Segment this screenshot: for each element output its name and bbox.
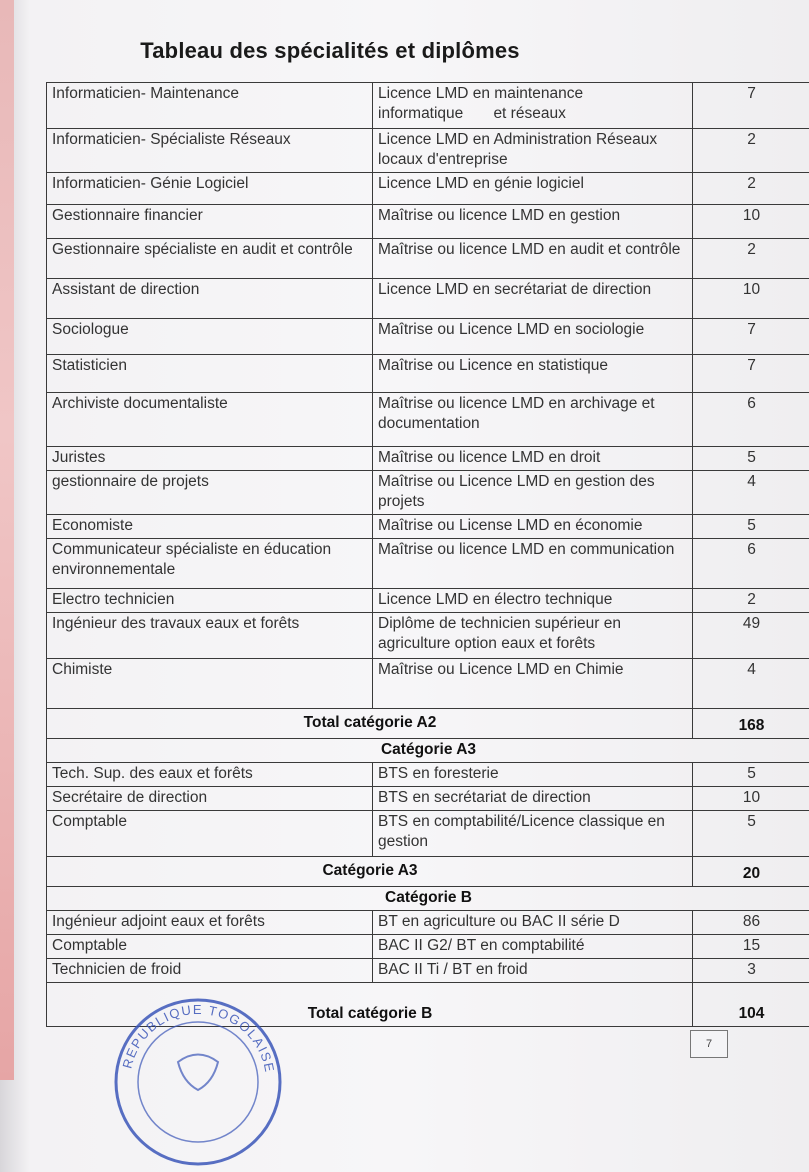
a2-row bbox=[47, 393, 809, 447]
diploma-cell: BTS en secrétariat de direction bbox=[373, 787, 693, 811]
count-cell: 15 bbox=[693, 935, 809, 959]
total-b-label: Total catégorie B bbox=[47, 983, 693, 1027]
count-cell: 2 bbox=[693, 173, 809, 205]
job-title-cell: Assistant de direction bbox=[47, 279, 373, 319]
diploma-cell: Maîtrise ou Licence LMD en sociologie bbox=[373, 319, 693, 355]
job-title-cell: Secrétaire de direction bbox=[47, 787, 373, 811]
rows-b bbox=[47, 911, 809, 983]
a2-row bbox=[47, 319, 809, 355]
a3-row bbox=[47, 763, 809, 787]
job-title-cell: gestionnaire de projets bbox=[47, 471, 373, 515]
diploma-cell: BTS en foresterie bbox=[373, 763, 693, 787]
b-row bbox=[47, 935, 809, 959]
count-cell: 2 bbox=[693, 589, 809, 613]
a2-row bbox=[47, 589, 809, 613]
a2-row bbox=[47, 659, 809, 709]
total-a3-value: 20 bbox=[693, 857, 809, 887]
count-cell: 4 bbox=[693, 659, 809, 709]
diploma-cell: BAC II Ti / BT en froid bbox=[373, 959, 693, 983]
a3-row bbox=[47, 811, 809, 857]
diploma-cell: Diplôme de technicien supérieur en agriculture option eaux et forêts bbox=[373, 613, 693, 659]
count-cell: 7 bbox=[693, 355, 809, 393]
a3-row bbox=[47, 787, 809, 811]
diploma-cell: Maîtrise ou Licence LMD en gestion des projets bbox=[373, 471, 693, 515]
page-title: Tableau des spécialités et diplômes bbox=[40, 38, 620, 64]
total-a2-label: Total catégorie A2 bbox=[47, 709, 693, 739]
count-cell: 7 bbox=[693, 319, 809, 355]
job-title-cell: Ingénieur adjoint eaux et forêts bbox=[47, 911, 373, 935]
count-cell: 49 bbox=[693, 613, 809, 659]
job-title-cell: Gestionnaire financier bbox=[47, 205, 373, 239]
diploma-cell: Maîtrise ou licence LMD en archivage et documentation bbox=[373, 393, 693, 447]
a2-row bbox=[47, 83, 809, 129]
diploma-cell: Maîtrise ou licence LMD en droit bbox=[373, 447, 693, 471]
diploma-cell: BTS en comptabilité/Licence classique en gestion bbox=[373, 811, 693, 857]
job-title-cell: Communicateur spécialiste en éducation environnementale bbox=[47, 539, 373, 589]
job-title-cell: Ingénieur des travaux eaux et forêts bbox=[47, 613, 373, 659]
a2-row bbox=[47, 239, 809, 279]
diploma-cell: Maîtrise ou Licence en statistique bbox=[373, 355, 693, 393]
count-cell: 2 bbox=[693, 129, 809, 173]
diploma-cell: Maîtrise ou licence LMD en gestion bbox=[373, 205, 693, 239]
job-title-cell: Archiviste documentaliste bbox=[47, 393, 373, 447]
stamp-text: REPUBLIQUE TOGOLAISE bbox=[119, 1002, 277, 1074]
job-title-cell: Statisticien bbox=[47, 355, 373, 393]
job-title-cell: Informaticien- Spécialiste Réseaux bbox=[47, 129, 373, 173]
job-title-cell: Electro technicien bbox=[47, 589, 373, 613]
a2-row bbox=[47, 447, 809, 471]
job-title-cell: Comptable bbox=[47, 935, 373, 959]
job-title-cell: Technicien de froid bbox=[47, 959, 373, 983]
count-cell: 5 bbox=[693, 447, 809, 471]
total-row-a2 bbox=[47, 709, 809, 739]
count-cell: 6 bbox=[693, 393, 809, 447]
count-cell: 86 bbox=[693, 911, 809, 935]
diploma-cell: Licence LMD en secrétariat de direction bbox=[373, 279, 693, 319]
rows-a3 bbox=[47, 763, 809, 857]
diploma-cell: Licence LMD en Administration Réseaux locaux d'entreprise bbox=[373, 129, 693, 173]
a2-row bbox=[47, 471, 809, 515]
total-a2-section bbox=[47, 709, 809, 763]
rows-a2 bbox=[47, 83, 809, 709]
count-cell: 2 bbox=[693, 239, 809, 279]
count-cell: 5 bbox=[693, 763, 809, 787]
diploma-cell: Maîtrise ou License LMD en économie bbox=[373, 515, 693, 539]
svg-text:REPUBLIQUE TOGOLAISE bbox=[119, 1002, 277, 1074]
a2-row bbox=[47, 173, 809, 205]
diploma-cell: Licence LMD en électro technique bbox=[373, 589, 693, 613]
count-cell: 10 bbox=[693, 787, 809, 811]
job-title-cell: Sociologue bbox=[47, 319, 373, 355]
count-cell: 10 bbox=[693, 279, 809, 319]
total-a3-label: Catégorie A3 bbox=[47, 857, 693, 887]
official-stamp bbox=[108, 992, 288, 1172]
total-a3-section bbox=[47, 857, 809, 911]
job-title-cell: Informaticien- Maintenance bbox=[47, 83, 373, 129]
count-cell: 6 bbox=[693, 539, 809, 589]
b-row bbox=[47, 911, 809, 935]
count-cell: 5 bbox=[693, 811, 809, 857]
a2-row bbox=[47, 539, 809, 589]
diploma-cell: Maîtrise ou licence LMD en communication bbox=[373, 539, 693, 589]
a2-row bbox=[47, 129, 809, 173]
total-row-a3 bbox=[47, 857, 809, 887]
count-cell: 5 bbox=[693, 515, 809, 539]
page-number: 7 bbox=[690, 1030, 728, 1058]
a2-row bbox=[47, 279, 809, 319]
job-title-cell: Tech. Sup. des eaux et forêts bbox=[47, 763, 373, 787]
job-title-cell: Gestionnaire spécialiste en audit et contrôle bbox=[47, 239, 373, 279]
category-a3-header-row bbox=[47, 739, 809, 763]
total-b-value: 104 bbox=[693, 983, 809, 1027]
category-b-header-row bbox=[47, 887, 809, 911]
diploma-cell: Maîtrise ou licence LMD en audit et contrôle bbox=[373, 239, 693, 279]
b-row bbox=[47, 959, 809, 983]
job-title-cell: Informaticien- Génie Logiciel bbox=[47, 173, 373, 205]
count-cell: 4 bbox=[693, 471, 809, 515]
a2-row bbox=[47, 515, 809, 539]
job-title-cell: Chimiste bbox=[47, 659, 373, 709]
count-cell: 7 bbox=[693, 83, 809, 129]
a2-row bbox=[47, 355, 809, 393]
a2-row bbox=[47, 205, 809, 239]
job-title-cell: Comptable bbox=[47, 811, 373, 857]
document-page bbox=[40, 30, 809, 1080]
diploma-cell: Maîtrise ou Licence LMD en Chimie bbox=[373, 659, 693, 709]
diploma-cell: Licence LMD en génie logiciel bbox=[373, 173, 693, 205]
job-title-cell: Juristes bbox=[47, 447, 373, 471]
category-a3-header: Catégorie A3 bbox=[47, 739, 809, 763]
count-cell: 10 bbox=[693, 205, 809, 239]
diploma-cell: BAC II G2/ BT en comptabilité bbox=[373, 935, 693, 959]
category-b-header: Catégorie B bbox=[47, 887, 809, 911]
diploma-cell: Licence LMD en maintenance informatique et réseaux bbox=[373, 83, 693, 129]
count-cell: 3 bbox=[693, 959, 809, 983]
page-margin-strip bbox=[0, 0, 14, 1080]
a2-row bbox=[47, 613, 809, 659]
total-a2-value: 168 bbox=[693, 709, 809, 739]
diploma-cell: BT en agriculture ou BAC II série D bbox=[373, 911, 693, 935]
job-title-cell: Economiste bbox=[47, 515, 373, 539]
specialties-table bbox=[46, 82, 809, 1027]
